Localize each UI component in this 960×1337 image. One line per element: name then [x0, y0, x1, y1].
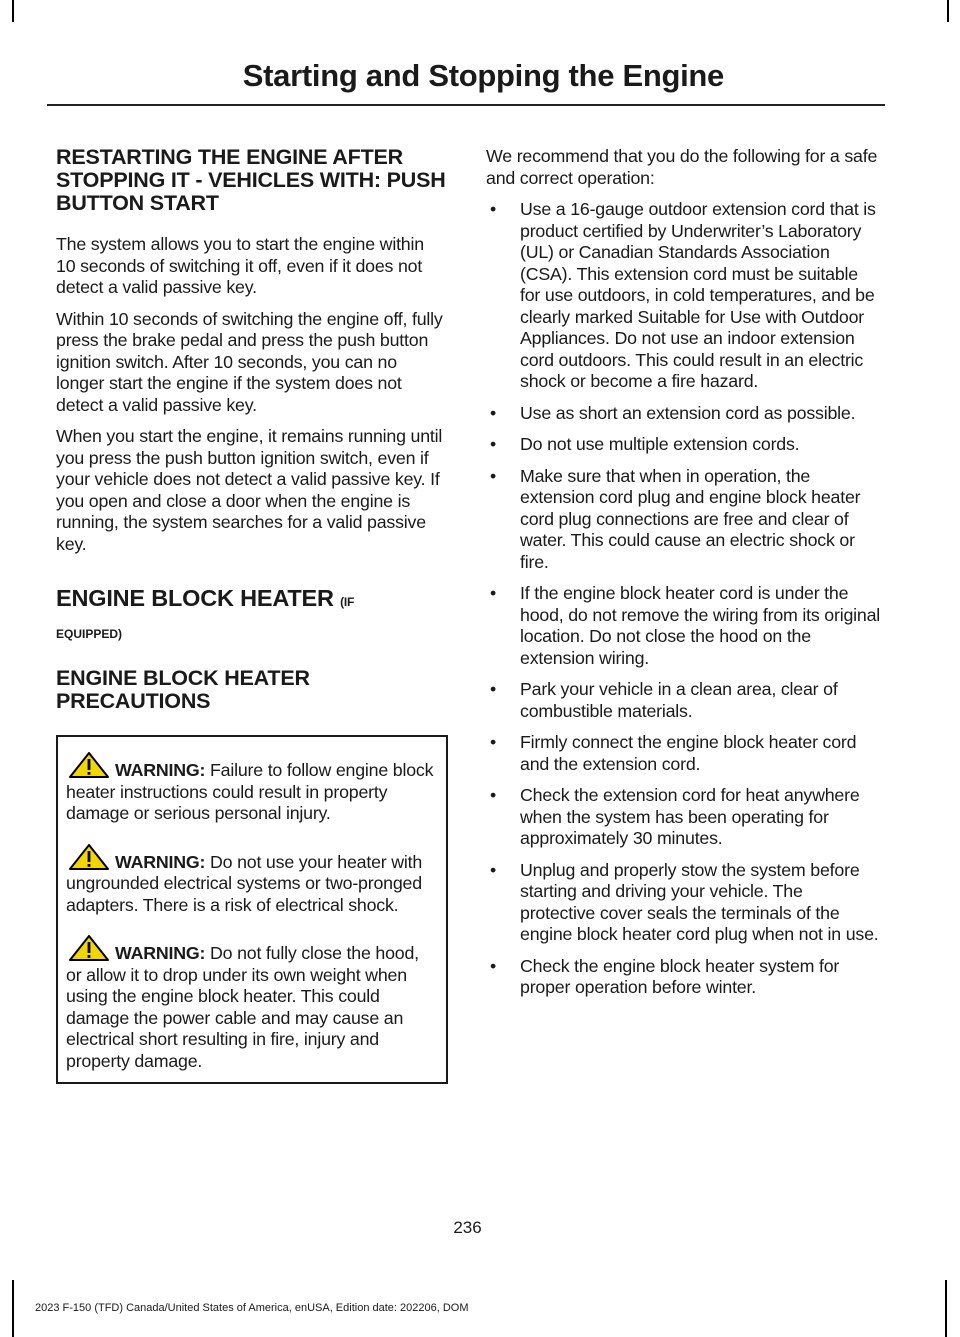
- list-item-text: Do not use multiple extension cords.: [520, 434, 800, 454]
- bullet-icon: •: [490, 859, 497, 880]
- warning-label: WARNING:: [115, 760, 206, 780]
- list-item: [486, 403, 882, 425]
- paragraph: The system allows you to start the engine within 10 seconds of switching it off, even if it does not detect a valid passive key.: [56, 234, 424, 297]
- right-column: [486, 146, 882, 1009]
- bullet-icon: •: [490, 465, 497, 486]
- warning-triangle-icon: [68, 752, 110, 778]
- section-heading-precautions: ENGINE BLOCK HEATER PRECAUTIONS: [56, 666, 310, 713]
- warning-text: Do not use your heater with ungrounded electrical systems or two-pronged adapters. There is a risk of electrical shock.: [66, 851, 423, 915]
- list-item-text: Use a 16-gauge outdoor extension cord that is product certified by Underwriter’s Laboratory (UL) or Canadian Standards Association (CSA). This extension cord must be suitable for use outdoors, in cold temperatures, and be clearly marked Suitable for Use with Outdoor Appliances. Do not use an indoor extension cord outdoors. This could result in an electric shock or become a fire hazard.: [520, 199, 876, 391]
- bullet-icon: •: [490, 434, 497, 454]
- list-item: [486, 434, 882, 456]
- list-item-text: Unplug and properly stow the system before starting and driving your vehicle. The protective cover seals the terminals of the engine block heater cord plug when not in use.: [520, 859, 879, 944]
- bullet-icon: •: [490, 199, 497, 219]
- bullet-icon: •: [490, 583, 497, 603]
- list-item-text: Check the extension cord for heat anywhere when the system has been operating for approximately 30 minutes.: [520, 785, 860, 848]
- page-number: 236: [453, 1218, 482, 1237]
- list-item: [486, 956, 882, 999]
- section-heading-suffix-line: EQUIPPED): [56, 627, 123, 641]
- crop-mark: [12, 1280, 14, 1337]
- bullet-icon: •: [490, 732, 497, 752]
- list-item-text: Make sure that when in operation, the extension cord plug and engine block heater cord plug connections are free and clear of water. This could cause an electric shock or fire.: [520, 465, 861, 572]
- footer-text: 2023 F-150 (TFD) Canada/United States of America, enUSA, Edition date: 202206, DOM: [35, 1302, 469, 1314]
- warning-triangle-icon: [68, 935, 110, 961]
- warning-label: WARNING:: [115, 851, 206, 872]
- section-heading-restarting: RESTARTING THE ENGINE AFTER STOPPING IT - VEHICLES WITH: PUSH BUTTON START: [56, 145, 446, 215]
- bullet-icon: •: [490, 679, 497, 699]
- list-item-text: Check the engine block heater system for proper operation before winter.: [520, 955, 840, 997]
- list-item: [486, 679, 882, 722]
- section-heading-engine-block-heater: [56, 585, 448, 612]
- bullet-icon: •: [490, 955, 497, 976]
- section-heading-text: ENGINE BLOCK HEATER: [56, 585, 334, 611]
- list-item: [486, 785, 882, 850]
- list-item: [486, 732, 882, 775]
- warning-item: [66, 935, 438, 1072]
- warning-triangle-icon: [68, 844, 110, 870]
- title-divider: [47, 104, 885, 106]
- list-item: [486, 199, 882, 393]
- list-item-text: Use as short an extension cord as possible.: [520, 402, 856, 423]
- intro-paragraph: We recommend that you do the following for a safe and correct operation:: [486, 146, 878, 188]
- crop-mark: [945, 1280, 947, 1337]
- list-item-text: If the engine block heater cord is under the hood, do not remove the wiring from its original location. Do not close the hood on the extension wiring.: [520, 583, 881, 668]
- warning-text: Failure to follow engine block heater instructions could result in property damage or serious personal injury.: [66, 760, 434, 823]
- left-column: [56, 146, 448, 1084]
- bullet-icon: •: [490, 402, 497, 423]
- list-item: [486, 466, 882, 574]
- warning-text: Do not fully close the hood, or allow it to drop under its own weight when using the engine block heater. This could damage the power cable and may cause an electrical short resulting in fire, injury and property damage.: [66, 943, 419, 1071]
- paragraph: When you start the engine, it remains running until you press the push button ignition switch, even if your vehicle does not detect a valid passive key. If you open and close a door when the engine is running, the system searches for a valid passive key.: [56, 426, 443, 554]
- crop-mark: [947, 0, 949, 22]
- list-item-text: Firmly connect the engine block heater cord and the extension cord.: [520, 732, 857, 774]
- list-item-text: Park your vehicle in a clean area, clear of combustible materials.: [520, 679, 838, 721]
- warning-box: [56, 735, 448, 1084]
- list-item: [486, 860, 882, 946]
- warning-item: [66, 752, 438, 825]
- paragraph: Within 10 seconds of switching the engine off, fully press the brake pedal and press the push button ignition switch. After 10 seconds, you can no longer start the engine if the system does not detect a valid passive key.: [56, 308, 443, 415]
- recommendation-list: [486, 199, 882, 999]
- bullet-icon: •: [490, 785, 497, 805]
- crop-mark: [12, 0, 14, 22]
- list-item: [486, 583, 882, 669]
- section-heading-suffix: (IF: [340, 595, 355, 609]
- warning-label: WARNING:: [115, 943, 206, 963]
- page-title: Starting and Stopping the Engine: [242, 58, 724, 93]
- warning-item: [66, 844, 438, 917]
